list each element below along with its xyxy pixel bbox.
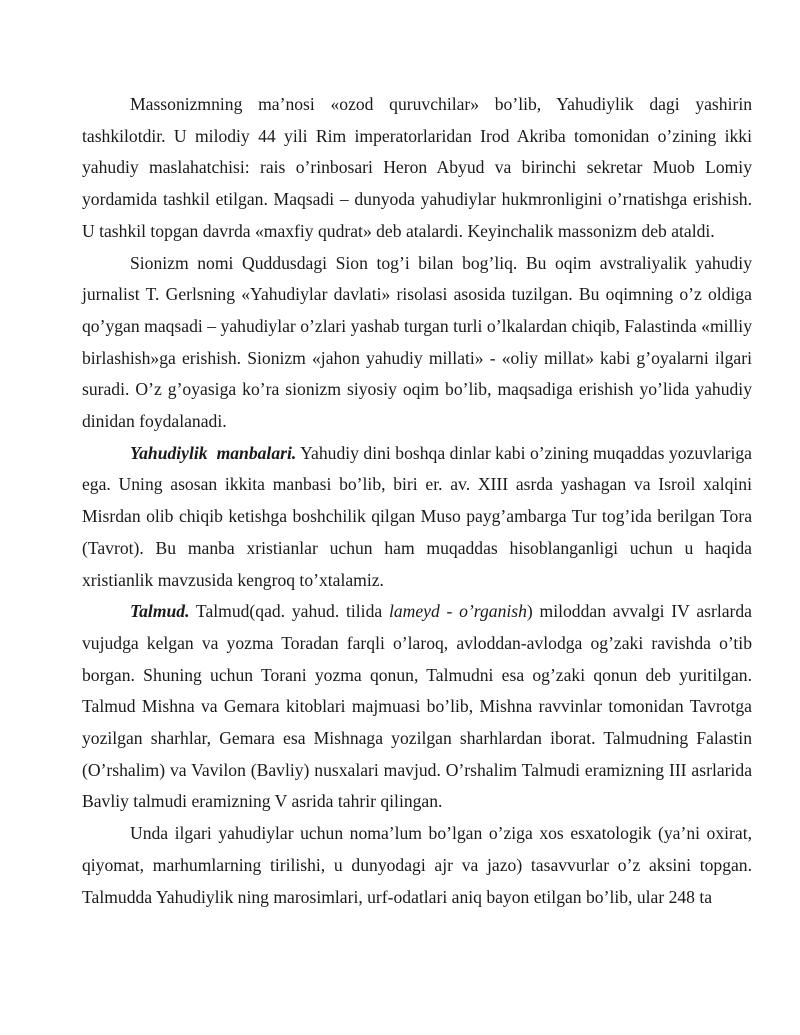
paragraph-text: Talmud(qad. yahud. tilida bbox=[189, 601, 389, 622]
paragraph-eschatology bbox=[82, 818, 752, 913]
paragraph-talmud bbox=[82, 596, 752, 818]
section-heading-talmud: Talmud. bbox=[130, 601, 190, 622]
paragraph-text: Massonizmning ma’nosi «ozod quruvchilar» bo’lib, Yahudiylik dagi yashirin tashkilotdir. U milodiy 44 yili Rim imperatorlaridan Irod Akriba tomonidan o’zining ikki yahudiy maslahatchisi: rais o’rinbosari Heron Abyud va birinchi sekretar Muob Lomiy yordamida tashkil etilgan. Maqsadi – dunyoda yahudiylar hukmronligini o’rnatishga erishish. U tashkil topgan davrda «maxfiy qudrat» deb atalardi. Keyinchalik massonizm deb ataldi. bbox=[82, 94, 752, 241]
paragraph-text: Unda ilgari yahudiylar uchun noma’lum bo’lgan o’ziga xos esxatologik (ya’ni oxirat, qiyomat, marhumlarning tirilishi, u dunyodagi ajr va jazo) tasavvurlar o’z aksini topgan. Talmudda Yahudiylik ning marosimlari, urf-odatlari aniq bayon etilgan bo’lib, ular 248 ta bbox=[82, 823, 752, 907]
document-page bbox=[82, 89, 752, 913]
paragraph-masonry bbox=[82, 89, 752, 248]
paragraph-text: Yahudiy dini boshqa dinlar kabi o’zining muqaddas yozuvlariga ega. Uning asosan ikkita manbasi bo’lib, biri er. av. XIII asrda yashagan va Isroil xalqini Misrdan olib chiqib ketishga boshchilik qilgan Muso payg’ambarga Tur tog’ida berilgan Tora (Tavrot). Bu manba xristianlar uchun ham muqaddas hisoblanganligi uchun u haqida xristianlik mavzusida kengroq to’xtalamiz. bbox=[82, 442, 752, 590]
paragraph-text: Sionizm nomi Quddusdagi Sion tog’i bilan bog’liq. Bu oqim avstraliyalik yahudiy jurnalist T. Gerlsning «Yahudiylar davlati» risolasi asosida tuzilgan. Bu oqimning o’z oldiga qo’ygan maqsadi – yahudiylar o’zlari yashab turgan turli o’lkalardan chiqib, Falastinda «milliy birlashish»ga erishish. Sionizm «jahon yahudiy millati» - «oliy millat» kabi g’oyalarni ilgari suradi. O’z g’oyasiga ko’ra sionizm siyosiy oqim bo’lib, maqsadiga erishish yo’lida yahudiy dinidan foydalanadi. bbox=[82, 252, 752, 432]
paragraph-sources bbox=[82, 438, 752, 597]
paragraph-text: ) miloddan avvalgi IV asrlarda vujudga kelgan va yozma Toradan farqli o’laroq, avloddan-avlodga og’zaki ravishda o’tib borgan. Shuning uchun Torani yozma qonun, Talmudni esa og’zaki qonun deb yuritilgan. Talmud Mishna va Gemara kitoblari majmuasi bo’lib, Mishna ravvinlar tomonidan Tavrotga yozilgan sharhlar, Gemara esa Mishnaga yozilgan sharhlardan iborat. Talmudning Falastin (O’rshalim) va Vavilon (Bavliy) nusxalari mavjud. O’rshalim Talmudi eramizning III asrlarida Bavliy talmudi eramizning V asrida tahrir qilingan. bbox=[82, 601, 752, 812]
paragraph-zionism bbox=[82, 248, 752, 438]
italic-term: lameyd - o’rganish bbox=[388, 601, 527, 622]
section-heading-sources: Yahudiylik manbalari. bbox=[130, 442, 297, 463]
